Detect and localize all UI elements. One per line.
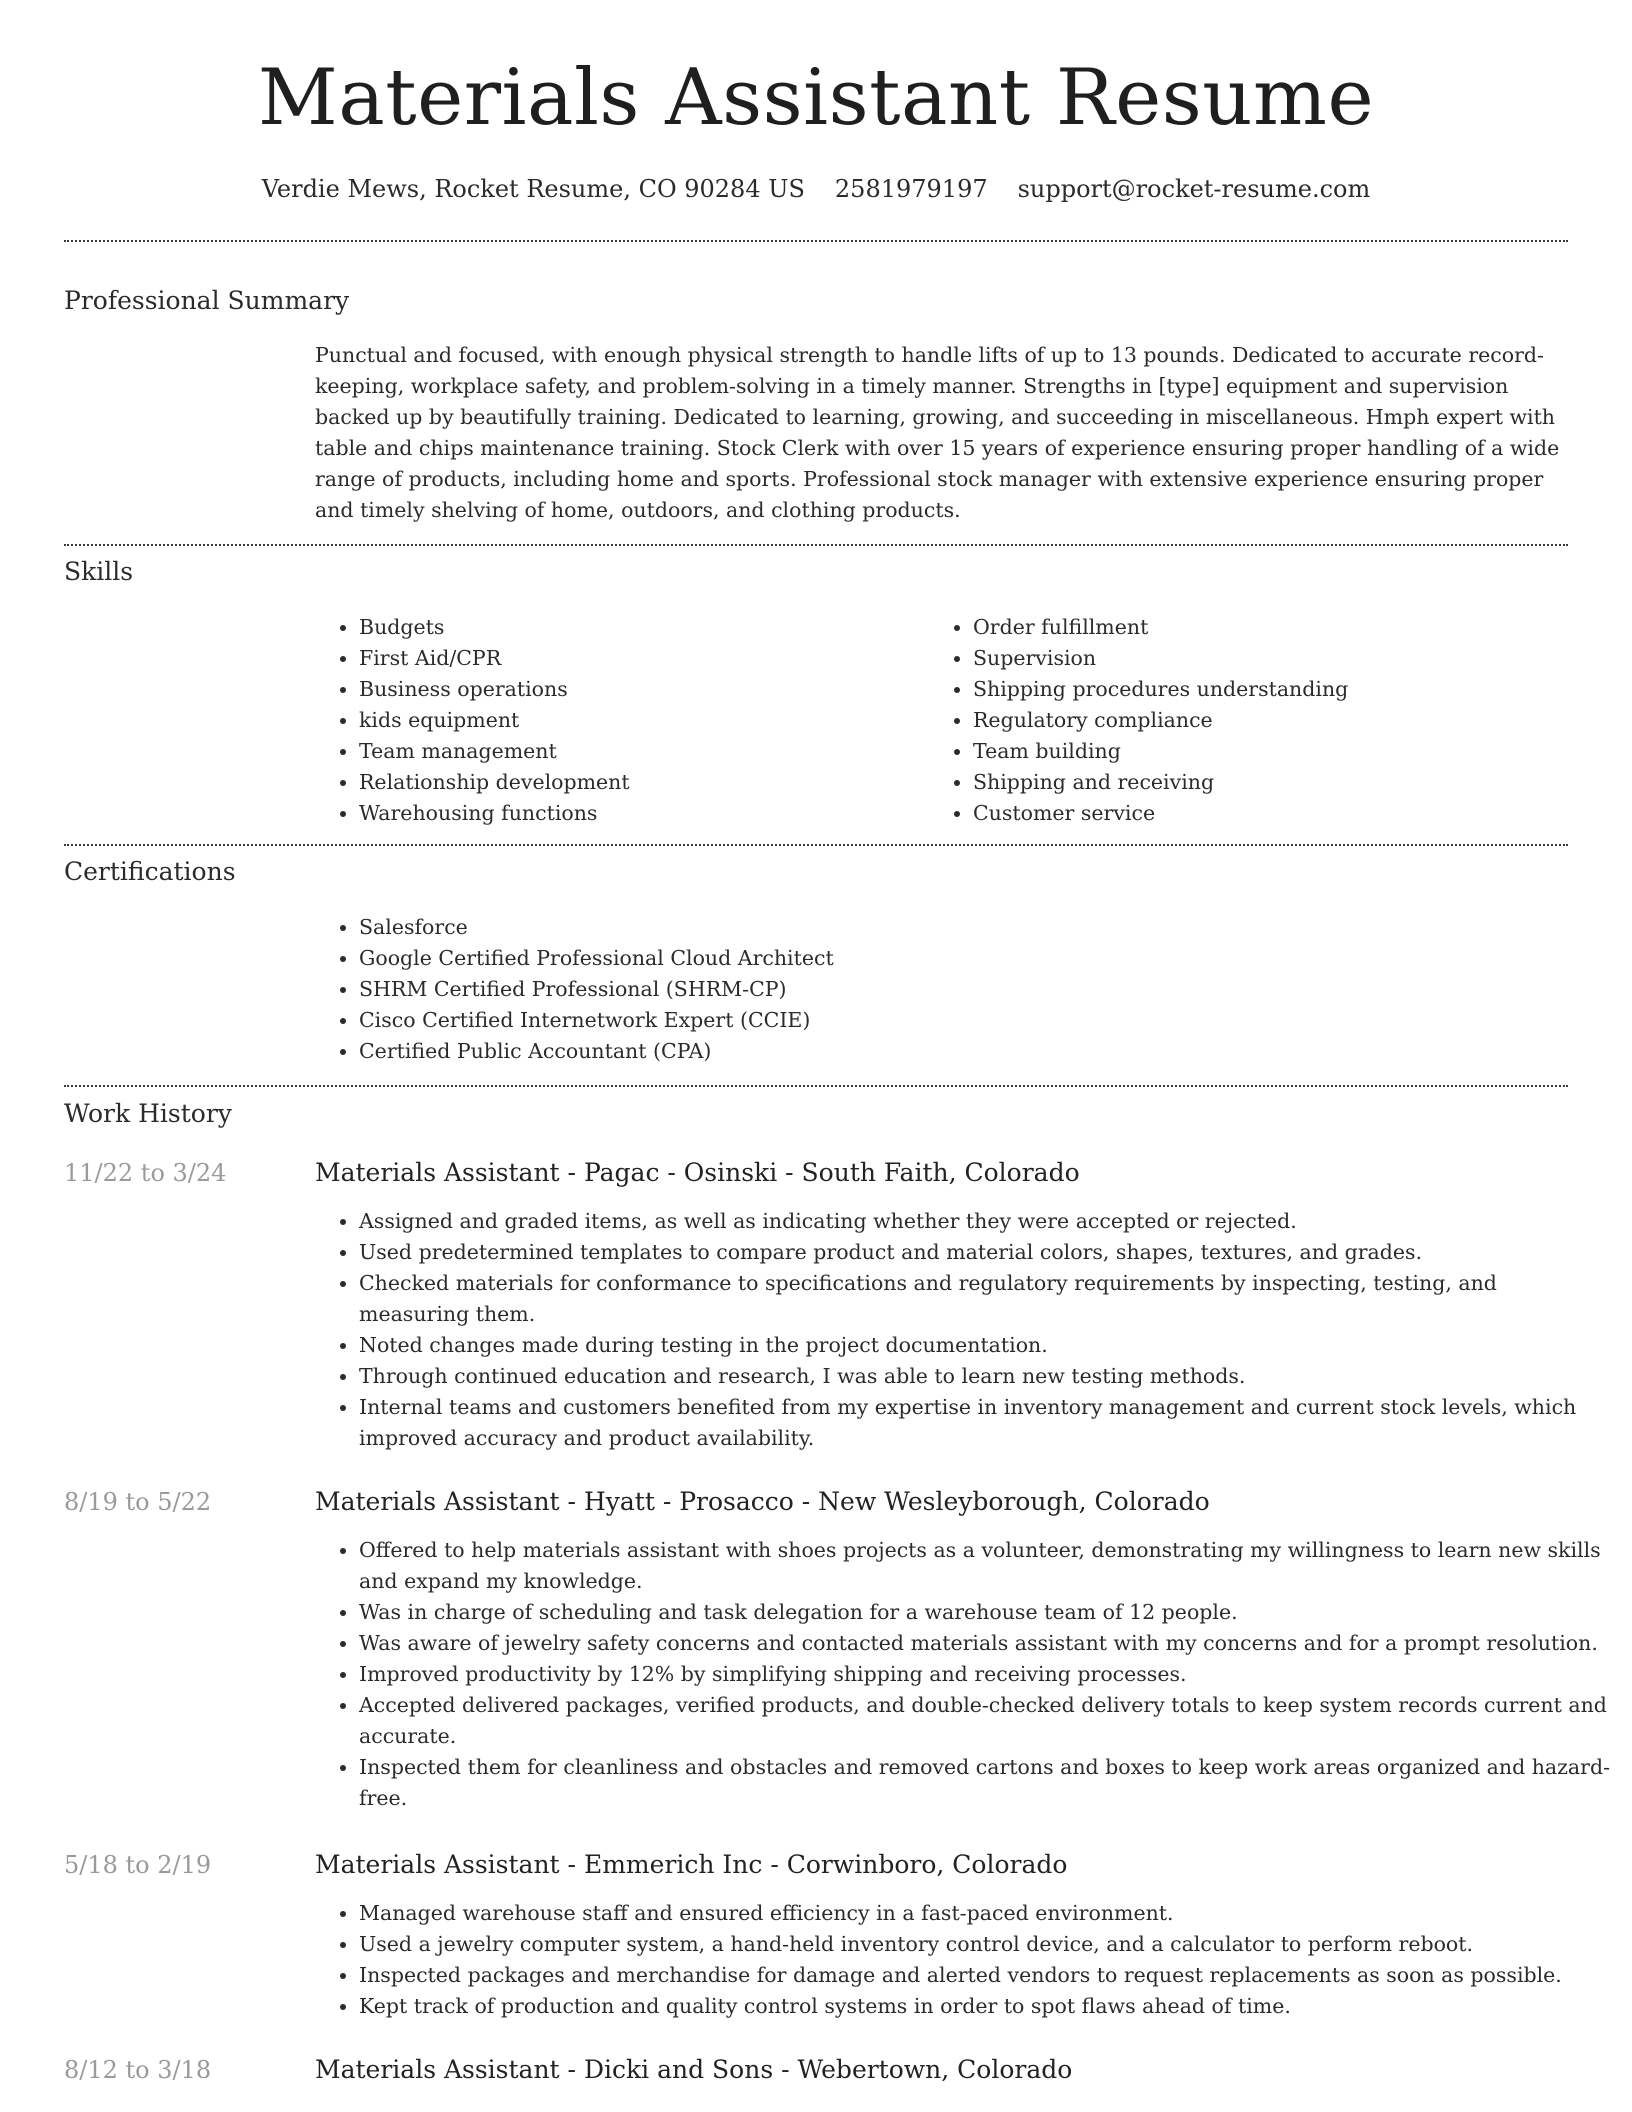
divider	[64, 1085, 1568, 1087]
list-item: • Checked materials for conformance to specifications and regulatory requirements by inspecting, testing, and measuring them.	[359, 1268, 1611, 1330]
list-item: • Assigned and graded items, as well as indicating whether they were accepted or rejected.	[359, 1206, 1611, 1237]
summary-text: Punctual and focused, with enough physical strength to handle lifts of up to 13 pounds. Dedicated to accurate record-keeping, workplace safety, and problem-solving in a timely manner. Strengths in [type] equipment and supervision backed up by beautifully training. Dedicated to learning, growing, and succeeding in miscellaneous. Hmph expert with table and chips maintenance training. Stock Clerk with over 15 years of experience ensuring proper handling of a wide range of products, including home and sports. Professional stock manager with extensive experience ensuring proper and timely shelving of home, outdoors, and clothing products.	[315, 343, 1560, 522]
list-item: • Improved productivity by 12% by simplifying shipping and receiving processes.	[359, 1659, 1611, 1690]
contact-email: support@rocket-resume.com	[1017, 175, 1371, 203]
list-item: • Warehousing functions	[359, 798, 919, 829]
list-item: • Business operations	[359, 674, 919, 705]
list-item: • First Aid/CPR	[359, 643, 919, 674]
list-item: • Offered to help materials assistant with shoes projects as a volunteer, demonstrating my willingness to learn new skills and expand my knowledge.	[359, 1535, 1611, 1597]
certifications-list	[315, 912, 1611, 1067]
list-item: • Certified Public Accountant (CPA)	[359, 1036, 1611, 1067]
job-dates: 8/19 to 5/22	[64, 1488, 212, 1516]
job-bullets	[315, 1535, 1611, 1814]
list-item: • Salesforce	[359, 912, 1611, 943]
job-title: Materials Assistant - Hyatt - Prosacco - New Wesleyborough, Colorado	[315, 1487, 1210, 1516]
list-item: • Inspected packages and merchandise for damage and alerted vendors to request replacements as soon as possible.	[359, 1960, 1611, 1991]
job-title: Materials Assistant - Dicki and Sons - Webertown, Colorado	[315, 2055, 1073, 2084]
page-title: Materials Assistant Resume	[257, 53, 1375, 143]
list-item: • Shipping procedures understanding	[973, 674, 1593, 705]
list-item: • Internal teams and customers benefited from my expertise in inventory management and current stock levels, which improved accuracy and product availability.	[359, 1392, 1611, 1454]
list-item: • Inspected them for cleanliness and obstacles and removed cartons and boxes to keep work areas organized and hazard-free.	[359, 1752, 1611, 1814]
list-item: • SHRM Certified Professional (SHRM-CP)	[359, 974, 1611, 1005]
list-item: • Regulatory compliance	[973, 705, 1593, 736]
list-item: • Order fulfillment	[973, 612, 1593, 643]
job-bullets	[315, 1898, 1611, 2022]
skills-heading: Skills	[64, 557, 134, 586]
list-item: • Cisco Certified Internetwork Expert (CCIE)	[359, 1005, 1611, 1036]
contact-line	[0, 172, 1632, 206]
job-bullets	[315, 1206, 1611, 1454]
skills-list-right	[929, 612, 1593, 829]
job-dates: 5/18 to 2/19	[64, 1851, 212, 1879]
contact-address: Verdie Mews, Rocket Resume, CO 90284 US	[261, 175, 805, 203]
job-dates: 11/22 to 3/24	[64, 1159, 227, 1187]
job-dates: 8/12 to 3/18	[64, 2056, 212, 2084]
list-item: • Team building	[973, 736, 1593, 767]
list-item: • Noted changes made during testing in the project documentation.	[359, 1330, 1611, 1361]
list-item: • Customer service	[973, 798, 1593, 829]
list-item: • kids equipment	[359, 705, 919, 736]
job-title: Materials Assistant - Pagac - Osinski - South Faith, Colorado	[315, 1158, 1080, 1187]
list-item: • Budgets	[359, 612, 919, 643]
job-title: Materials Assistant - Emmerich Inc - Corwinboro, Colorado	[315, 1850, 1068, 1879]
skills-list-left	[315, 612, 919, 829]
list-item: • Kept track of production and quality control systems in order to spot flaws ahead of time.	[359, 1991, 1611, 2022]
divider	[64, 544, 1568, 546]
list-item: • Google Certified Professional Cloud Architect	[359, 943, 1611, 974]
list-item: • Shipping and receiving	[973, 767, 1593, 798]
certifications-heading: Certifications	[64, 857, 236, 886]
summary-heading: Professional Summary	[64, 286, 350, 315]
list-item: • Team management	[359, 736, 919, 767]
divider	[64, 844, 1568, 846]
list-item: • Relationship development	[359, 767, 919, 798]
list-item: • Accepted delivered packages, verified products, and double-checked delivery totals to keep system records current and accurate.	[359, 1690, 1611, 1752]
contact-phone: 2581979197	[834, 175, 988, 203]
list-item: • Used predetermined templates to compare product and material colors, shapes, textures, and grades.	[359, 1237, 1611, 1268]
list-item: • Through continued education and research, I was able to learn new testing methods.	[359, 1361, 1611, 1392]
list-item: • Used a jewelry computer system, a hand-held inventory control device, and a calculator to perform reboot.	[359, 1929, 1611, 1960]
list-item: • Was in charge of scheduling and task delegation for a warehouse team of 12 people.	[359, 1597, 1611, 1628]
list-item: • Supervision	[973, 643, 1593, 674]
list-item: • Was aware of jewelry safety concerns and contacted materials assistant with my concerns and for a prompt resolution.	[359, 1628, 1611, 1659]
list-item: • Managed warehouse staff and ensured efficiency in a fast-paced environment.	[359, 1898, 1611, 1929]
work-history-heading: Work History	[64, 1099, 232, 1128]
divider	[64, 240, 1568, 242]
